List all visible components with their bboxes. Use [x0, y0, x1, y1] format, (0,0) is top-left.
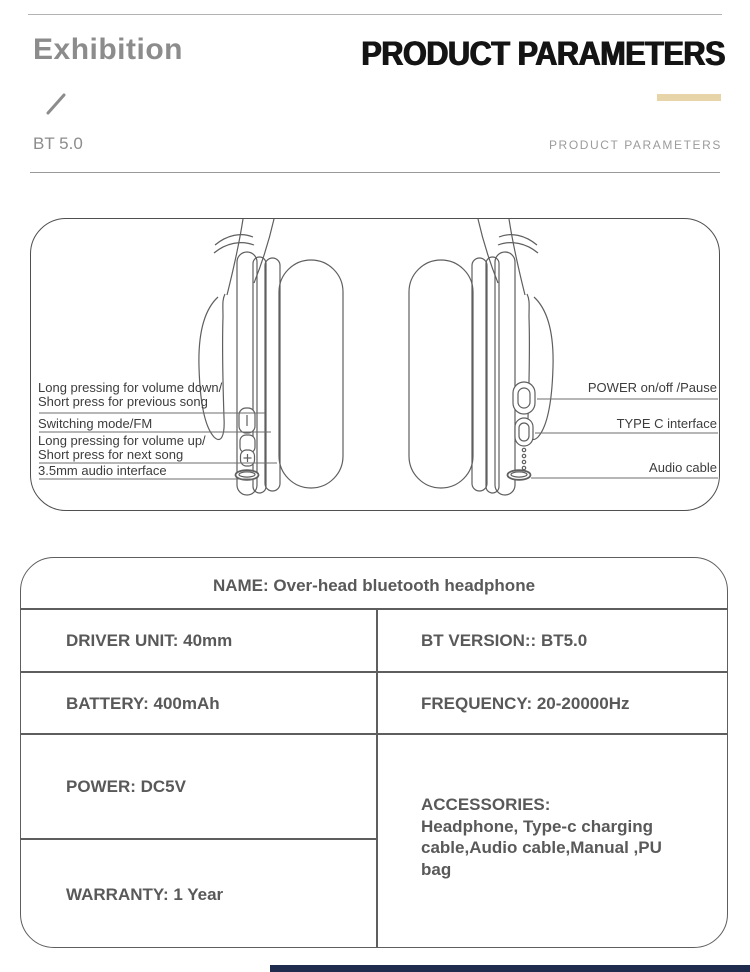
header-divider [30, 172, 720, 173]
page-title: PRODUCT PARAMETERS [361, 35, 725, 73]
table-rule [21, 671, 727, 673]
callout-switching-mode: Switching mode/FM [38, 416, 153, 431]
spec-frequency: FREQUENCY: 20-20000Hz [421, 694, 630, 713]
spec-name: NAME: Over-head bluetooth headphone [212, 576, 536, 595]
accessories-body: Headphone, Type-c charging cable,Audio cable,Manual ,PU bag [421, 816, 662, 879]
callout-type-c: TYPE C interface [616, 416, 717, 431]
slash-icon [45, 92, 67, 116]
section-subtitle: PRODUCT PARAMETERS [548, 138, 722, 152]
callout-audio-interface: 3.5mm audio interface [38, 463, 167, 478]
spec-battery: BATTERY: 400mAh [66, 694, 220, 713]
table-rule [21, 733, 727, 735]
left-headphone-drawing [199, 219, 343, 495]
table-column-divider [376, 608, 378, 948]
next-section-strip [270, 965, 750, 972]
spec-table [20, 557, 728, 948]
table-rule [21, 608, 727, 610]
callout-power: POWER on/off /Pause [587, 380, 717, 395]
table-rule [21, 838, 377, 840]
spec-warranty: WARRANTY: 1 Year [66, 885, 224, 904]
spec-accessories [421, 794, 691, 880]
top-rule [28, 14, 722, 15]
accent-bar [657, 94, 721, 101]
callout-volume-down: Long pressing for volume down/ Short press for previous song [38, 380, 223, 409]
spec-bt-version: BT VERSION:: BT5.0 [421, 631, 588, 650]
callout-audio-cable: Audio cable [649, 460, 717, 475]
section-eyebrow: Exhibition [33, 33, 183, 66]
bt-version-label: BT 5.0 [33, 134, 83, 153]
callout-volume-up: Long pressing for volume up/ Short press for next song [38, 433, 206, 462]
spec-power: POWER: DC5V [66, 777, 186, 796]
accessories-title: ACCESSORIES: [421, 795, 551, 814]
spec-driver-unit: DRIVER UNIT: 40mm [66, 631, 233, 650]
right-headphone-drawing [409, 219, 553, 495]
